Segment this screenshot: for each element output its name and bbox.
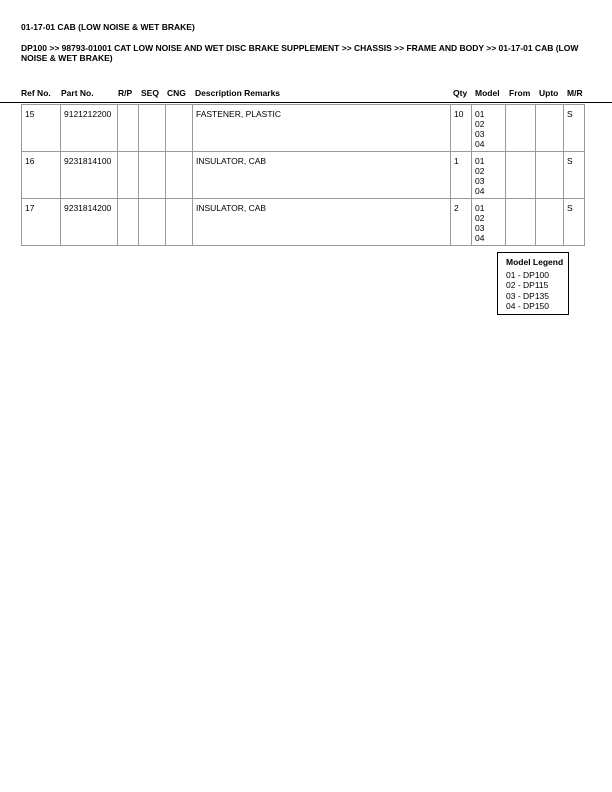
cell-cng [166, 105, 193, 152]
col-header-desc: Description Remarks [195, 88, 281, 98]
legend-item: 01 - DP100 [506, 269, 549, 280]
col-header-mr: M/R [567, 88, 583, 98]
cell-rp [118, 152, 139, 199]
col-header-rp: R/P [118, 88, 133, 98]
table-row [22, 199, 585, 246]
cell-models [472, 105, 506, 152]
model-code: 04 [475, 139, 485, 149]
cell-mr: S [564, 199, 585, 246]
col-header-model: Model [475, 88, 500, 98]
cell-upto [536, 152, 564, 199]
cell-ref: 16 [22, 152, 61, 199]
cell-desc: FASTENER, PLASTIC [193, 105, 451, 152]
header-divider [0, 102, 612, 103]
model-code: 03 [475, 129, 485, 139]
cell-models [472, 199, 506, 246]
col-header-ref: Ref No. [21, 88, 51, 98]
legend-title: Model Legend [506, 257, 564, 267]
cell-qty: 1 [451, 152, 472, 199]
legend-item: 02 - DP115 [506, 280, 549, 290]
page-title: 01-17-01 CAB (LOW NOISE & WET BRAKE) [21, 22, 195, 32]
cell-rp [118, 199, 139, 246]
model-code: 02 [475, 119, 485, 129]
cell-desc: INSULATOR, CAB [193, 199, 451, 246]
cell-models [472, 152, 506, 199]
col-header-qty: Qty [453, 88, 468, 98]
cell-seq [139, 152, 166, 199]
cell-ref: 15 [22, 105, 61, 152]
table-row [22, 105, 585, 152]
breadcrumb: DP100 >> 98793-01001 CAT LOW NOISE AND WET DISC BRAKE SUPPLEMENT >> CHASSIS >> FRAME AND BODY >> 01-17-01 CAB (LOW NOISE & WET BRAKE) [21, 43, 579, 63]
cell-qty: 2 [451, 199, 472, 246]
model-legend [497, 252, 569, 315]
col-header-from: From [509, 88, 531, 98]
cell-from [506, 199, 536, 246]
cell-part: 9231814100 [61, 152, 118, 199]
cell-cng [166, 199, 193, 246]
cell-upto [536, 105, 564, 152]
cell-upto [536, 199, 564, 246]
cell-part: 9231814200 [61, 199, 118, 246]
model-code: 01 [475, 109, 485, 119]
legend-item: 04 - DP150 [506, 301, 549, 311]
table-row [22, 152, 585, 199]
model-code: 04 [475, 186, 485, 196]
legend-item: 03 - DP135 [506, 290, 549, 301]
model-code: 03 [475, 176, 485, 186]
cell-from [506, 152, 536, 199]
model-code: 01 [475, 156, 485, 166]
cell-part: 9121212200 [61, 105, 118, 152]
cell-cng [166, 152, 193, 199]
col-header-upto: Upto [539, 88, 559, 98]
model-code: 02 [475, 166, 485, 176]
cell-desc: INSULATOR, CAB [193, 152, 451, 199]
model-code: 01 [475, 203, 485, 213]
cell-ref: 17 [22, 199, 61, 246]
col-header-seq: SEQ [141, 88, 159, 98]
cell-qty: 10 [451, 105, 472, 152]
cell-rp [118, 105, 139, 152]
model-code: 03 [475, 223, 485, 233]
cell-seq [139, 105, 166, 152]
cell-mr: S [564, 152, 585, 199]
col-header-part: Part No. [61, 88, 94, 98]
model-code: 02 [475, 213, 485, 223]
model-code: 04 [475, 233, 485, 243]
cell-seq [139, 199, 166, 246]
cell-mr: S [564, 105, 585, 152]
col-header-cng: CNG [167, 88, 186, 98]
cell-from [506, 105, 536, 152]
parts-table [21, 104, 585, 246]
